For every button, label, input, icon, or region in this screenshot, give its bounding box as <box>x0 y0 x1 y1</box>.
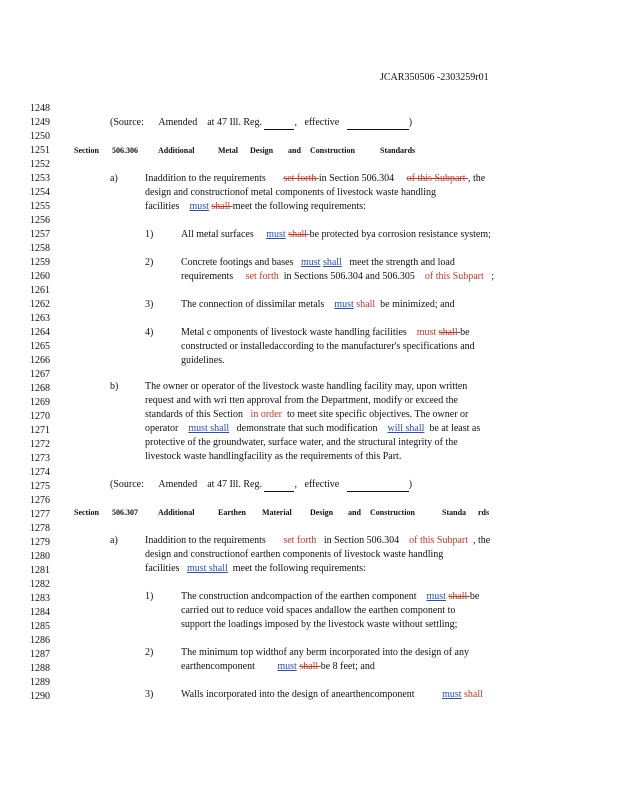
section-title-word: Additional <box>158 508 195 517</box>
text-run: in Sections 506.304 and 506.305 <box>283 271 415 282</box>
section-title-word: Standa <box>442 508 467 517</box>
line-number: 1272 <box>30 439 50 450</box>
line-number: 1285 <box>30 621 50 632</box>
line-number: 1268 <box>30 383 50 394</box>
text-run: be 8 feet; and <box>320 661 375 672</box>
line-number: 1271 <box>30 425 50 436</box>
line-number: 1258 <box>30 243 50 254</box>
inserted-text: in order <box>250 409 282 420</box>
line-number: 1287 <box>30 649 50 660</box>
inserted-text: set forth <box>283 535 317 546</box>
section-word: Section <box>74 146 99 155</box>
source-note: (Source: Amended at 47 Ill. Reg. , effective ) <box>110 479 413 490</box>
item-label: 3) <box>145 299 154 310</box>
section-number: 506.307 <box>112 508 138 517</box>
line-number: 1270 <box>30 411 50 422</box>
source-label: (Source: <box>110 117 144 128</box>
item-text <box>181 326 470 340</box>
section-title-word: and <box>288 146 301 155</box>
paragraph-line <box>145 172 485 186</box>
text-run: meet the following requirements: <box>232 201 366 212</box>
item-label: 2) <box>145 257 154 268</box>
inserted-text: must shall <box>186 563 228 574</box>
line-number: 1256 <box>30 215 50 226</box>
line-number: 1252 <box>30 159 50 170</box>
source-close: ) <box>408 117 413 128</box>
deleted-text: shall <box>288 229 310 240</box>
paragraph-line <box>145 422 480 436</box>
paragraph-line: design and constructionof earthen components of livestock waste handling <box>145 549 444 560</box>
inserted-text: will shall <box>387 423 425 434</box>
inserted-text: must <box>300 257 321 268</box>
section-title-word: Additional <box>158 146 195 155</box>
inserted-text: of this Subpart <box>424 271 484 282</box>
line-number: 1286 <box>30 635 50 646</box>
line-number: 1251 <box>30 145 50 156</box>
blank-effective-date <box>347 119 409 130</box>
line-number: 1265 <box>30 341 50 352</box>
inserted-text: must <box>334 299 354 310</box>
line-number: 1255 <box>30 201 50 212</box>
line-number: 1278 <box>30 523 50 534</box>
line-number: 1259 <box>30 257 50 268</box>
section-title-word: Design <box>250 146 274 155</box>
subsection-label: b) <box>110 381 119 392</box>
source-close: ) <box>408 479 413 490</box>
item-label: 4) <box>145 327 154 338</box>
item-text: guidelines. <box>181 355 225 366</box>
text-run: Metal c omponents of livestock waste handling facilities <box>181 327 407 338</box>
blank-register-page <box>264 119 294 130</box>
text-run: be <box>460 327 470 338</box>
subsection-label: a) <box>110 535 118 546</box>
line-number: 1276 <box>30 495 50 506</box>
text-run: in Section 506.304 <box>323 535 400 546</box>
item-text <box>181 228 491 242</box>
line-number: 1273 <box>30 453 50 464</box>
inserted-text: must <box>277 661 297 672</box>
line-number: 1264 <box>30 327 50 338</box>
document-header: JCAR350506 -2303259r01 <box>380 72 489 83</box>
item-text <box>181 660 375 674</box>
line-number: 1280 <box>30 551 50 562</box>
text-run: facilities <box>145 201 180 212</box>
text-run: The connection of dissimilar metals <box>181 299 325 310</box>
text-run: standards of this Section <box>145 409 244 420</box>
text-run: The construction andcompaction of the earthen component <box>181 591 417 602</box>
deleted-text: shall <box>438 327 461 338</box>
section-title-word: and <box>348 508 361 517</box>
line-number: 1249 <box>30 117 50 128</box>
paragraph-line: request and with wri tten approval from the Department, modify or exceed the <box>145 395 458 406</box>
item-text <box>181 688 483 702</box>
item-text <box>181 270 494 284</box>
text-run: to meet site specific objectives. The owner or <box>286 409 469 420</box>
text-run: be at least as <box>429 423 481 434</box>
text-run: Inaddition to the requirements <box>145 173 266 184</box>
text-run: meet the strength and load <box>349 257 455 268</box>
source-amended: Amended <box>158 479 198 490</box>
paragraph-line: livestock waste handlingfacility as the requirements of this Part. <box>145 451 402 462</box>
line-number: 1281 <box>30 565 50 576</box>
item-label: 2) <box>145 647 154 658</box>
paragraph-line <box>145 408 468 422</box>
line-number: 1260 <box>30 271 50 282</box>
text-run: facilities <box>145 563 180 574</box>
paragraph-line: design and constructionof metal components of livestock waste handling <box>145 187 437 198</box>
inserted-text: shall <box>356 299 376 310</box>
deleted-text: set forth <box>283 173 319 184</box>
text-run: operator <box>145 423 179 434</box>
line-number: 1275 <box>30 481 50 492</box>
inserted-text: must shall <box>188 423 230 434</box>
inserted-text: shall <box>464 689 483 700</box>
paragraph-line <box>145 200 366 214</box>
section-number: 506.306 <box>112 146 138 155</box>
line-number: 1257 <box>30 229 50 240</box>
source-effective: effective <box>304 117 340 128</box>
text-run: Walls incorporated into the design of anearthencomponent <box>181 689 415 700</box>
item-label: 1) <box>145 229 154 240</box>
text-run: be <box>469 591 480 602</box>
paragraph-line: protective of the groundwater, surface water, and the structural integrity of the <box>145 437 458 448</box>
item-text <box>181 256 455 270</box>
section-title-word: Design <box>310 508 334 517</box>
inserted-text: of this Subpart <box>409 535 469 546</box>
item-text <box>181 590 479 604</box>
source-label: (Source: <box>110 479 144 490</box>
line-number: 1263 <box>30 313 50 324</box>
text-run: , the <box>473 535 491 546</box>
deleted-text: shall <box>448 591 470 602</box>
line-number: 1254 <box>30 187 50 198</box>
section-word: Section <box>74 508 99 517</box>
line-number: 1274 <box>30 467 50 478</box>
text-run: Inaddition to the requirements <box>145 535 266 546</box>
text-run: be minimized; and <box>380 299 455 310</box>
section-title-word: rds <box>478 508 490 517</box>
section-title-word: Standards <box>380 146 416 155</box>
source-register: at 47 Ill. Reg. <box>207 479 262 490</box>
line-number: 1288 <box>30 663 50 674</box>
deleted-text: of this Subpart <box>406 173 469 184</box>
section-title-word: Metal <box>218 146 238 155</box>
inserted-text: must <box>189 201 209 212</box>
item-label: 1) <box>145 591 154 602</box>
text-run: All metal surfaces <box>181 229 254 240</box>
text-run: demonstrate that such modification <box>236 423 378 434</box>
text-run: be protected bya corrosion resistance system; <box>309 229 491 240</box>
paragraph-line <box>145 562 366 576</box>
inserted-text: must <box>416 327 437 338</box>
item-text: constructed or installedaccording to the manufacturer's specifications and <box>181 341 475 352</box>
item-label: 3) <box>145 689 154 700</box>
text-run: meet the following requirements: <box>232 563 366 574</box>
line-number: 1282 <box>30 579 50 590</box>
text-run: earthencomponent <box>181 661 255 672</box>
inserted-text: must <box>426 591 446 602</box>
blank-register-page <box>264 481 294 492</box>
section-title-word: Construction <box>310 146 355 155</box>
line-number: 1277 <box>30 509 50 520</box>
section-title-word: Construction <box>370 508 415 517</box>
source-register: at 47 Ill. Reg. <box>207 117 262 128</box>
inserted-text: must <box>266 229 286 240</box>
text-run: requirements <box>181 271 234 282</box>
line-number: 1269 <box>30 397 50 408</box>
source-note: (Source: Amended at 47 Ill. Reg. , effective ) <box>110 117 413 128</box>
item-text: support the loadings imposed by the livestock waste without settling; <box>181 619 458 630</box>
text-run: Concrete footings and bases <box>181 257 294 268</box>
item-text: The minimum top widthof any berm incorporated into the design of any <box>181 647 469 658</box>
source-amended: Amended <box>158 117 198 128</box>
line-number: 1284 <box>30 607 50 618</box>
inserted-text: must <box>442 689 462 700</box>
inserted-text: shall <box>322 257 342 268</box>
subsection-label: a) <box>110 173 118 184</box>
paragraph-line: The owner or operator of the livestock waste handling facility may, upon written <box>145 381 468 392</box>
line-number: 1261 <box>30 285 50 296</box>
text-run: , the <box>468 173 486 184</box>
line-number: 1250 <box>30 131 50 142</box>
paragraph-line <box>145 534 490 548</box>
line-number: 1279 <box>30 537 50 548</box>
line-number: 1248 <box>30 103 50 114</box>
inserted-text: set forth <box>245 271 279 282</box>
source-effective: effective <box>304 479 340 490</box>
deleted-text: shall <box>299 661 321 672</box>
item-text: carried out to reduce void spaces andallow the earthen component to <box>181 605 456 616</box>
line-number: 1267 <box>30 369 50 380</box>
line-number: 1253 <box>30 173 50 184</box>
blank-effective-date <box>347 481 409 492</box>
line-number: 1266 <box>30 355 50 366</box>
text-run: in Section 506.304 <box>318 173 395 184</box>
line-number: 1289 <box>30 677 50 688</box>
item-text <box>181 298 455 312</box>
text-run: ; <box>491 271 495 282</box>
section-title-word: Material <box>262 508 292 517</box>
deleted-text: shall <box>211 201 233 212</box>
line-number: 1290 <box>30 691 50 702</box>
line-number: 1283 <box>30 593 50 604</box>
line-number: 1262 <box>30 299 50 310</box>
section-title-word: Earthen <box>218 508 246 517</box>
